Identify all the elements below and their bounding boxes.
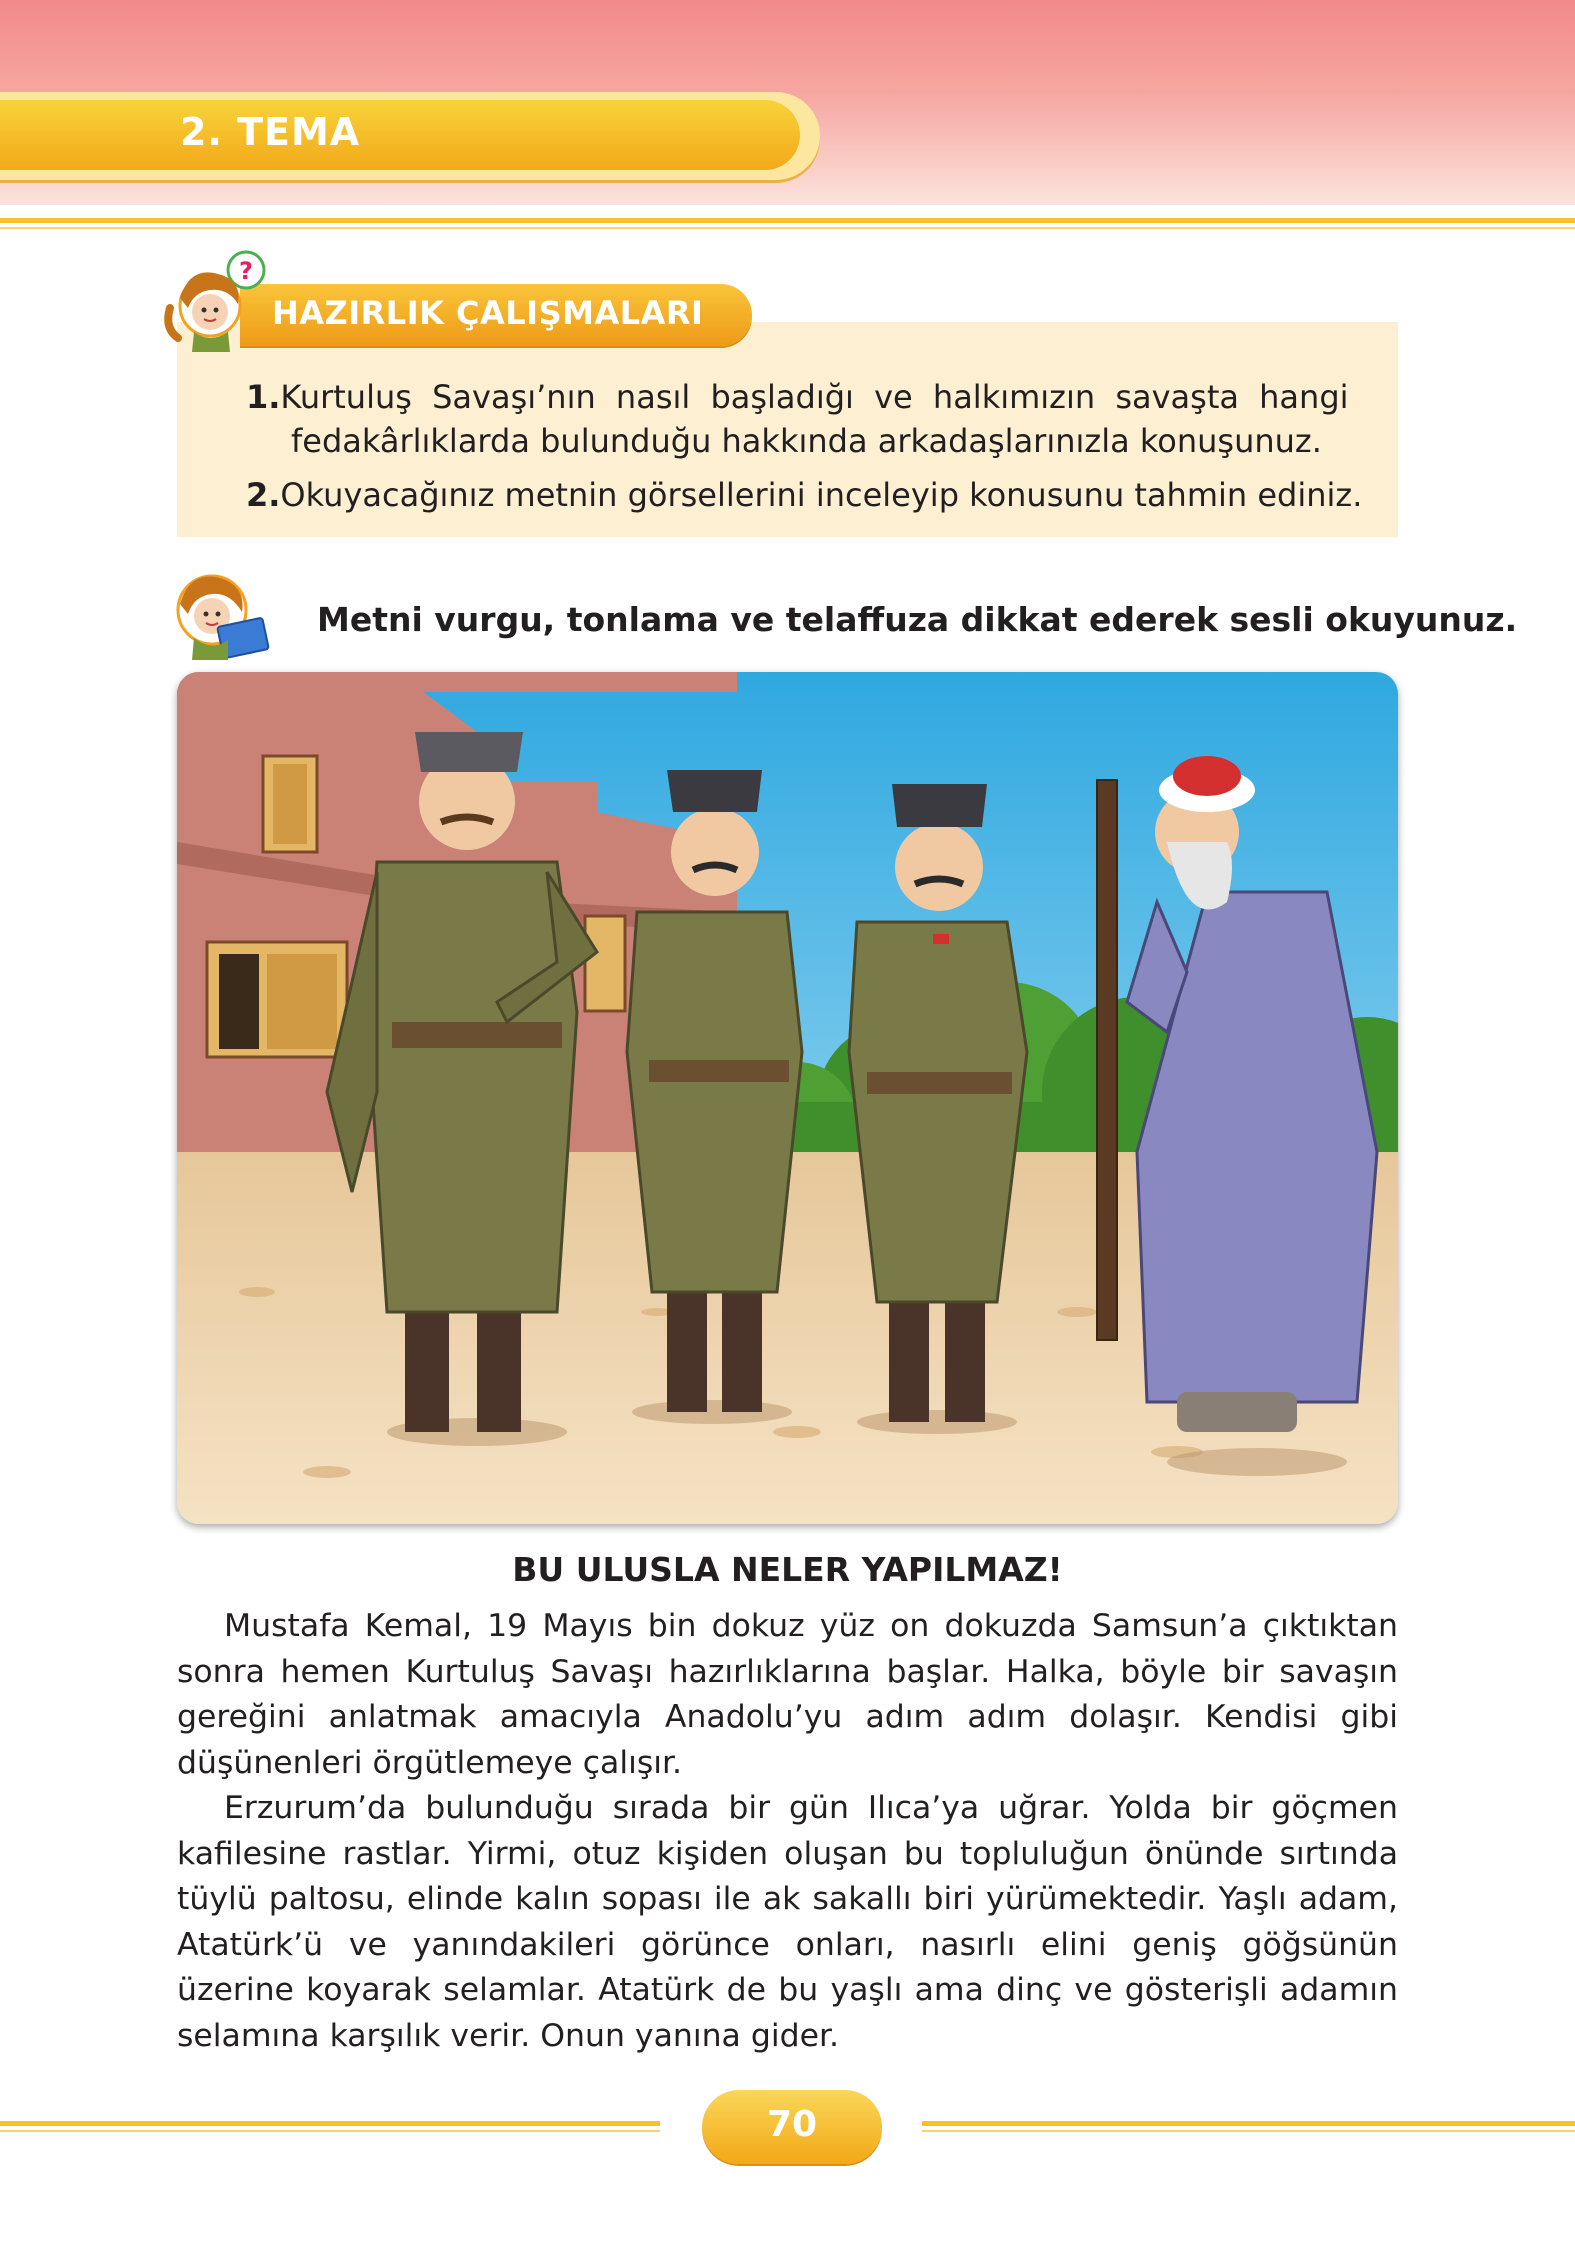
question-1-number: 1. [246, 378, 281, 416]
footer-divider-left [0, 2121, 660, 2126]
footer-divider-right [922, 2121, 1575, 2126]
paragraph-2-text: Erzurum’da bulunduğu sırada bir gün Ilıca’ya uğrar. Yolda bir göçmen kafilesine rastlar. Yirmi, otuz kişiden oluşan bu topluluğun önünde sırtında tüylü paltosu, elinde kalın sopası ile ak sakallı biri yürümektedir. Yaşlı adam, Atatürk’ü ve yanındakileri görünce onları, nasırlı elini geniş göğsünün üzerine koyarak selamlar. Atatürk de bu yaşlı ama dinç ve gösterişli adamın selamına karşılık verir. Onun yanına gider. [177, 1790, 1398, 2054]
reading-instruction: Metni vurgu, tonlama ve telaffuza dikkat ederek sesli okuyunuz. [317, 600, 1518, 639]
question-2-number: 2. [246, 476, 281, 514]
header-divider-thin [0, 227, 1575, 229]
preparation-title: HAZIRLIK ÇALIŞMALARI [272, 294, 704, 332]
walking-staff [1097, 780, 1117, 1340]
question-mark-text: ? [239, 257, 253, 285]
question-1 [246, 374, 1349, 420]
question-1-line2: fedakârlıklarda bulunduğu hakkında arkadaşlarınızla konuşunuz. [291, 422, 1322, 460]
theme-tab [0, 100, 800, 170]
question-1-line1: Kurtuluş Savaşı’nın nasıl başladığı ve halkımızın savaşta hangi [280, 378, 1349, 416]
question-1-continued [291, 418, 1322, 464]
question-2-text: Okuyacağınız metnin görsellerini inceleyip konusunu tahmin ediniz. [280, 476, 1363, 514]
story-paragraph-1 [177, 1604, 1398, 1786]
page-number: 70 [766, 2104, 818, 2145]
story-illustration [177, 672, 1398, 1524]
girl-thinking-icon [150, 248, 278, 360]
footer-divider-right-thin [922, 2130, 1575, 2132]
story-paragraph-2 [177, 1786, 1398, 2059]
question-2 [246, 472, 1362, 518]
girl-reading-icon [150, 556, 280, 666]
theme-label: 2. TEMA [180, 110, 361, 154]
paragraph-1-text: Mustafa Kemal, 19 Mayıs bin dokuz yüz on dokuzda Samsun’a çıktıktan sonra hemen Kurtuluş Savaşı hazırlıklarına başlar. Halka, böyle bir savaşın gereğini anlatmak amacıyla Anadolu’yu adım adım dolaşır. Kendisi gibi düşünenleri örgütlemeye çalışır. [177, 1608, 1398, 1781]
illustration-scene [177, 672, 1398, 1524]
header-divider [0, 218, 1575, 223]
footer-divider-left-thin [0, 2130, 660, 2132]
story-title: BU ULUSLA NELER YAPILMAZ! [512, 1550, 1063, 1589]
